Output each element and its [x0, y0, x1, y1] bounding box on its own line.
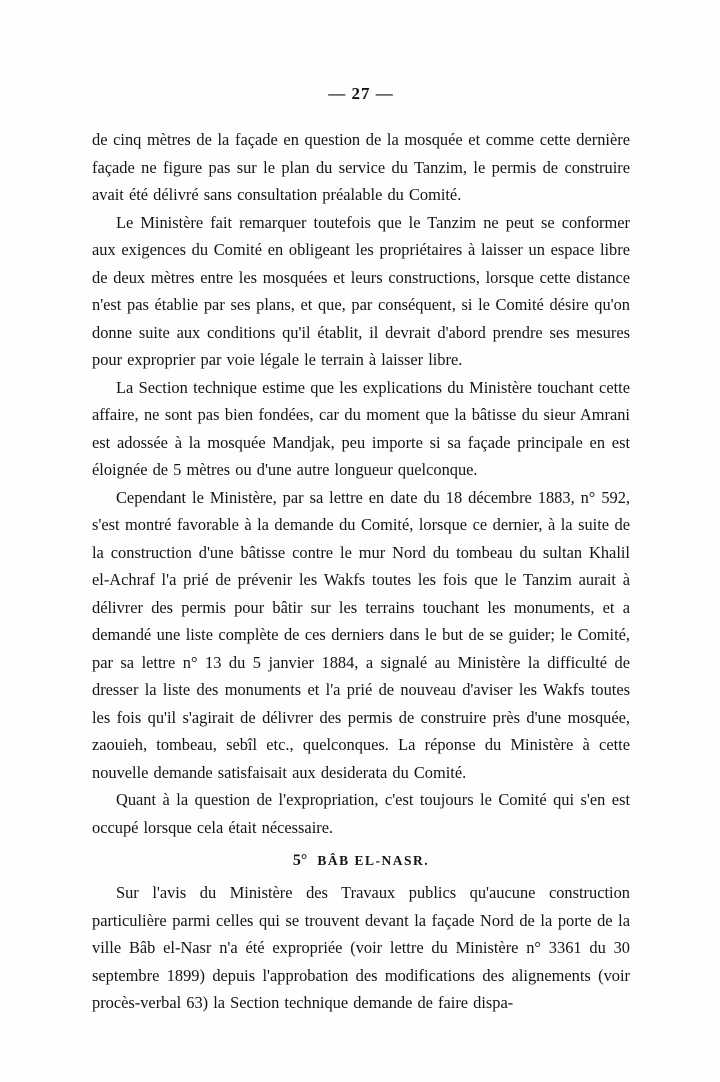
section-heading [92, 852, 630, 870]
paragraph: de cinq mètres de la façade en question de la mosquée et comme cette dernière façade ne figure pas sur le plan du service du Tanzim, le permis de construire avait été délivré sans consultation préalable du Comité. [92, 130, 630, 204]
page-body [92, 126, 630, 1017]
paragraph: Quant à la question de l'expropriation, c'est toujours le Comité qui s'en est occupé lorsque cela était nécessaire. [92, 790, 630, 837]
page-number: — 27 — [328, 84, 394, 103]
paragraph: La Section technique estime que les explications du Ministère touchant cette affaire, ne sont pas bien fondées, car du moment que la bâtisse du sieur Amrani est adossée à la mosquée Mandjak, peu importe si sa façade principale en est éloignée de 5 mètres ou d'une autre longueur quelconque. [92, 377, 630, 479]
section-title: BÂB EL-NASR. [317, 853, 430, 868]
paragraph: Cependant le Ministère, par sa lettre en date du 18 décembre 1883, n° 592, s'est montré favorable à la demande du Comité, lorsque ce dernier, à la suite de la construction d'une bâtisse contre le mur Nord du tombeau du sultan Khalil el-Achraf l'a prié de prévenir les Wakfs toutes les fois que le Tanzim aurait à délivrer des permis pour bâtir sur les terrains touchant les monuments, et a demandé une liste complète de ces derniers dans le but de se guider; le Comité, par sa lettre n° 13 du 5 janvier 1884, a signalé au Ministère la difficulté de dresser la liste des monuments et l'a prié de nouveau d'aviser les Wakfs toutes les fois qu'il s'agirait de délivrer des permis de construire près d'une mosquée, zaouieh, tombeau, sebîl etc., quelconques. La réponse du Ministère à cette nouvelle demande satisfaisait aux desiderata du Comité. [92, 487, 630, 782]
section-number: 5° [292, 852, 308, 869]
paragraph: Le Ministère fait remarquer toutefois que le Tanzim ne peut se conformer aux exigences du Comité en obligeant les propriétaires à laisser un espace libre de deux mètres entre les mosquées et leurs constructions, lorsque cette distance n'est pas établie par ses plans, et que, par conséquent, si le Comité désire qu'on donne suite aux conditions qu'il établit, il devrait d'abord prendre ses mesures pour exproprier par voie légale le terrain à laisser libre. [92, 212, 630, 369]
paragraph: Sur l'avis du Ministère des Travaux publics qu'aucune construction particulière parmi celles qui se trouvent devant la façade Nord de la porte de la ville Bâb el-Nasr n'a été expropriée (voir lettre du Ministère n° 3361 du 30 septembre 1899) depuis l'approbation des modifications des alignements (voir procès-verbal 63) la Section technique demande de faire dispa- [92, 883, 630, 1012]
